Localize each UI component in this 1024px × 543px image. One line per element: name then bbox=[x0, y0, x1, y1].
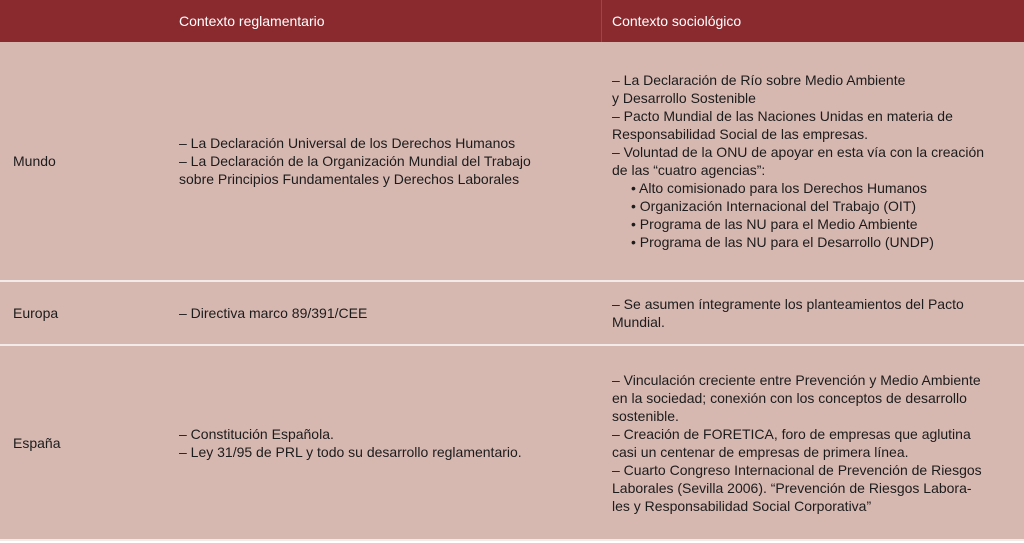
header-sociological: Contexto sociológico bbox=[612, 13, 742, 29]
region-label bbox=[13, 346, 60, 539]
bullet-line: • Alto comisionado para los Derechos Humanos bbox=[631, 180, 927, 196]
sociological-line: casi un centenar de empresas de primera línea. bbox=[612, 443, 909, 460]
table-header bbox=[0, 0, 1024, 42]
regulatory-line: – Ley 31/95 de PRL y todo su desarrollo reglamentario. bbox=[179, 443, 522, 460]
header-divider bbox=[601, 0, 602, 42]
bullet-line: • Programa de las NU para el Medio Ambiente bbox=[631, 216, 918, 232]
table-row-espana bbox=[0, 346, 1024, 539]
sociological-line: – Creación de FORETICA, foro de empresas que aglutina bbox=[612, 425, 971, 442]
regulatory-cell bbox=[179, 346, 522, 539]
sociological-line: – Voluntad de la ONU de apoyar en esta vía con la creación bbox=[612, 144, 985, 160]
sociological-line: les y Responsabilidad Social Corporativa” bbox=[612, 497, 872, 514]
sociological-line: Laborales (Sevilla 2006). “Prevención de Riesgos Labora- bbox=[612, 479, 972, 496]
regulatory-line: – Directiva marco 89/391/CEE bbox=[179, 305, 368, 321]
sociological-line: Mundial. bbox=[612, 314, 665, 330]
sociological-cell bbox=[612, 282, 964, 344]
region-text: España bbox=[13, 434, 61, 451]
regulatory-line: sobre Principios Fundamentales y Derechos Laborales bbox=[179, 171, 520, 187]
sociological-line: en la sociedad; conexión con los conceptos de desarrollo bbox=[612, 389, 967, 406]
sociological-line: de las “cuatro agencias”: bbox=[612, 162, 766, 178]
regulatory-line: – Constitución Española. bbox=[179, 425, 334, 442]
sociological-line: – La Declaración de Río sobre Medio Ambiente bbox=[612, 72, 906, 88]
sociological-cell bbox=[612, 42, 984, 280]
bullet-line: • Programa de las NU para el Desarrollo (UNDP) bbox=[631, 234, 934, 250]
regulatory-cell bbox=[179, 282, 367, 344]
regulatory-line: – La Declaración de la Organización Mundial del Trabajo bbox=[179, 153, 531, 169]
table-row-mundo bbox=[0, 42, 1024, 280]
bullet-line: • Organización Internacional del Trabajo (OIT) bbox=[631, 198, 917, 214]
sociological-line: Responsabilidad Social de las empresas. bbox=[612, 126, 869, 142]
header-regulatory: Contexto reglamentario bbox=[179, 13, 325, 29]
region-label bbox=[13, 282, 58, 344]
region-text: Mundo bbox=[13, 153, 56, 169]
sociological-line: y Desarrollo Sostenible bbox=[612, 90, 756, 106]
sociological-line: – Cuarto Congreso Internacional de Prevención de Riesgos bbox=[612, 461, 982, 478]
regulatory-line: – La Declaración Universal de los Derechos Humanos bbox=[179, 135, 516, 151]
table-row-europa bbox=[0, 282, 1024, 344]
row-divider bbox=[0, 539, 1024, 541]
sociological-line: – Vinculación creciente entre Prevención y Medio Ambiente bbox=[612, 371, 981, 388]
sociological-cell bbox=[612, 346, 982, 539]
sociological-line: – Pacto Mundial de las Naciones Unidas en materia de bbox=[612, 108, 953, 124]
sociological-line: – Se asumen íntegramente los planteamientos del Pacto bbox=[612, 296, 964, 312]
region-text: Europa bbox=[13, 305, 59, 321]
region-label bbox=[13, 42, 56, 280]
regulatory-cell bbox=[179, 42, 531, 280]
sociological-line: sostenible. bbox=[612, 407, 679, 424]
